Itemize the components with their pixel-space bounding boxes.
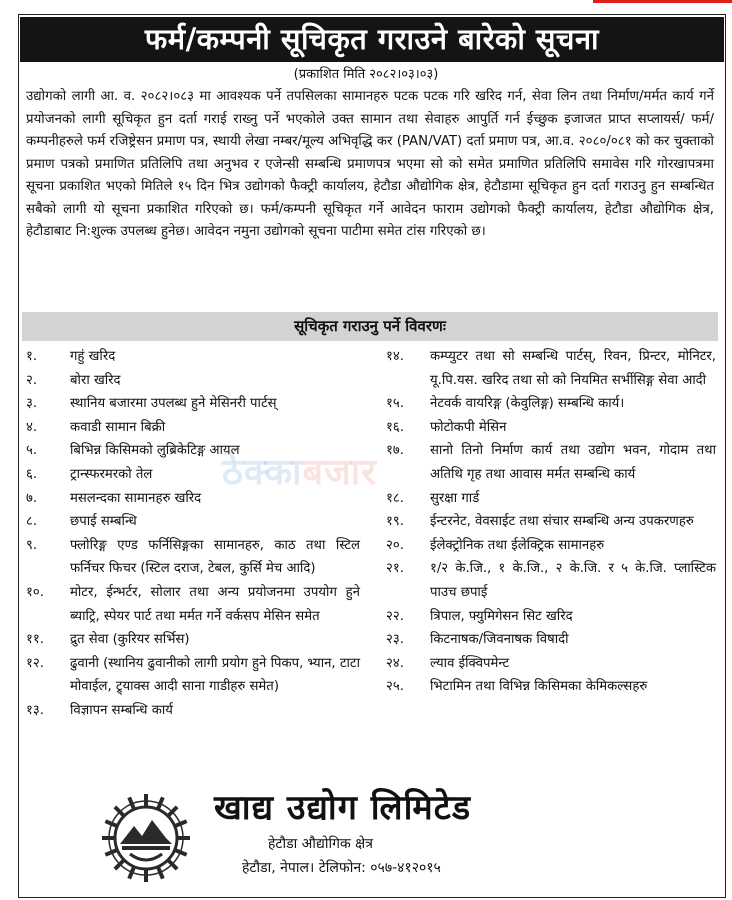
- notice-title: फर्म/कम्पनी सूचिकृत गराउने बारेको सूचना: [20, 17, 724, 62]
- item-number: २०.: [386, 537, 404, 553]
- list-item: [386, 675, 716, 699]
- item-text: किटनाषक/जिवनाषक विषादी: [430, 632, 569, 648]
- item-text: कवाडी सामान बिक्री: [70, 419, 166, 435]
- item-text: त्रिपाल, फ्युमिगेसन सिट खरिद: [430, 608, 573, 624]
- item-text: ट्रान्स्फरमरको तेल: [70, 466, 153, 482]
- item-text: ईन्टरनेट, वेवसाईट तथा संचार सम्बन्धि अन्य उपकरणहरु: [430, 514, 694, 530]
- item-text: बिभिन्न किसिमको लुब्रिकेटिङ्ग आयल: [70, 443, 240, 459]
- section-title: सूचिकृत गराउनु पर्ने विवरणः: [22, 312, 718, 341]
- item-number: ६.: [26, 466, 38, 482]
- list-item: [386, 392, 716, 416]
- watermark-part2: बजार: [302, 452, 377, 493]
- item-text: द्रुत सेवा (कुरियर सर्भिस): [70, 632, 190, 648]
- item-text: ईलेक्ट्रोनिक तथा ईलेक्ट्रिक सामानहरु: [430, 537, 605, 553]
- list-item: [26, 652, 360, 699]
- organization-contact: हेटौडा, नेपाल। टेलिफोन: ०५७-४१२०१५: [242, 860, 441, 876]
- item-number: १७.: [386, 443, 404, 459]
- list-item: [26, 369, 360, 393]
- item-text: भिटामिन तथा विभिन्न किसिमका केमिकल्सहरु: [430, 679, 648, 695]
- list-item: [26, 463, 360, 487]
- item-number: १८.: [386, 490, 404, 506]
- item-text: फोटोकपी मेसिन: [430, 419, 507, 435]
- list-item: [386, 557, 716, 604]
- organization-name: खाद्य उद्योग लिमिटेड: [214, 788, 472, 828]
- list-item: [26, 534, 360, 581]
- watermark-part1: ठेक्का: [222, 452, 303, 493]
- item-number: १२.: [26, 655, 44, 671]
- item-number: २.: [26, 372, 38, 388]
- item-number: ९.: [26, 537, 38, 553]
- list-item: [26, 510, 360, 534]
- item-number: २३.: [386, 632, 404, 648]
- item-number: १३.: [26, 702, 44, 718]
- list-item: [386, 628, 716, 652]
- item-text: सुरक्षा गार्ड: [430, 490, 480, 506]
- list-item: [386, 534, 716, 558]
- list-item: [26, 392, 360, 416]
- item-text: १/२ के.जि., १ के.जि., २ के.जि. र ५ के.जि. प्लास्टिक पाउच छपाई: [430, 561, 716, 600]
- company-logo-icon: [100, 792, 192, 884]
- list-item: [386, 416, 716, 440]
- list-item: [26, 439, 360, 463]
- item-text: कम्प्युटर तथा सो सम्बन्धि पार्टस्, रिवन, प्रिन्टर, मोनिटर, यू.पि.यस. खरिद तथा सो को नियमित सर्भीसिङ्ग सेवा आदी: [430, 349, 716, 388]
- item-number: २५.: [386, 679, 404, 695]
- item-text: गहुं खरिद: [70, 349, 116, 364]
- item-number: ११.: [26, 632, 44, 648]
- notice-body: उद्योगको लागी आ. व. २०८२।०८३ मा आवश्यक पर्ने तपसिलका सामानहरु पटक पटक गरि खरिद गर्न, सेवा लिन तथा निर्माण/मर्मत कार्य गर्ने प्रयोजनको लागी सूचिकृत हुन दर्ता गराई राख्नु पर्ने भएकोले उक्त सामान तथा सेवाहरु आपुर्ति गर्न ईच्छुक इजाजत प्राप्त सप्लायर्स/ फर्म/कम्पनीहरुले फर्म रजिष्ट्रेसन प्रमाण पत्र, स्थायी लेखा नम्बर/मूल्य अभिवृद्धि कर (PAN/VAT) दर्ता प्रमाण पत्र, आ.व. २०८०/०८१ को कर चुक्ताको प्रमाण पत्रको प्रमाणित प्रतिलिपि तथा अनुभव र एजेन्सी सम्बन्धि प्रमाणपत्र भएमा सो को समेत प्रमाणित प्रतिलिपि समावेस गरि गोरखापत्रमा सूचना प्रकाशित भएको मितिले १५ दिन भित्र उद्योगको फैक्ट्री कार्यालय, हेटौडा औद्योगिक क्षेत्र, हेटौडामा सूचिकृत हुन दर्ता गराउनु हुन सम्बन्धित सबैको लागी यो सूचना प्रकाशित गरिएको छ। फर्म/कम्पनी सूचिकृत गर्ने आवेदन फाराम उद्योगको फैक्ट्री कार्यालय, हेटौडा औद्योगिक क्षेत्र, हेटौडाबाट नि:शुल्क उपलब्ध हुनेछ। आवेदन नमुना उद्योगको सूचना पाटीमा समेत टांस गरिएको छ।: [26, 89, 714, 239]
- item-number: ७.: [26, 490, 38, 506]
- item-number: २४.: [386, 655, 404, 671]
- item-number: ३.: [26, 396, 38, 412]
- list-item: [386, 439, 716, 486]
- item-number: १९.: [386, 514, 404, 530]
- organization-address: हेटौडा औद्योगिक क्षेत्र: [268, 836, 373, 852]
- item-text: ल्याव ईक्विपमेन्ट: [430, 655, 510, 671]
- item-text: विज्ञापन सम्बन्धि कार्य: [70, 702, 173, 718]
- item-text: फ्लोरिङ्ग एण्ड फर्निसिङ्गका सामानहरु, काठ तथा स्टिल फर्निचर फिचर (स्टिल दराज, टेबल, कुर्सि मेच आदि): [70, 537, 360, 577]
- list-item: [26, 416, 360, 440]
- list-item: [26, 581, 360, 628]
- item-number: २१.: [386, 561, 404, 577]
- list-item: [386, 652, 716, 676]
- list-item: [26, 699, 360, 723]
- item-text: स्थानिय बजारमा उपलब्ध हुने मेसिनरी पार्टस्: [70, 396, 277, 412]
- list-item: [26, 628, 360, 652]
- item-text: मोटर, ईन्भर्टर, सोलार तथा अन्य प्रयोजनमा उपयोग हुने ब्याट्रि, स्पेयर पार्ट तथा मर्मत गर्ने वर्कसप मेसिन समेत: [70, 584, 360, 624]
- item-number: १४.: [386, 349, 404, 364]
- item-number: १६.: [386, 419, 404, 435]
- list-item: [26, 345, 360, 369]
- list-item: [386, 605, 716, 629]
- item-number: ५.: [26, 443, 38, 459]
- items-list-right: [386, 345, 716, 699]
- list-item: [386, 487, 716, 511]
- list-item: [26, 487, 360, 511]
- item-number: ४.: [26, 419, 38, 435]
- item-text: मसलन्दका सामानहरु खरिद: [70, 490, 202, 506]
- published-date: (प्रकाशित मिति २०८२।०३।०३): [293, 67, 439, 82]
- item-text: ढुवानी (स्थानिय ढुवानीको लागी प्रयोग हुने पिकप, भ्यान, टाटा मोवाईल, ट्र्याक्स आदी साना गाडीहरु समेत): [70, 655, 360, 695]
- item-number: १०.: [26, 584, 44, 600]
- item-text: सानो तिनो निर्माण कार्य तथा उद्योग भवन, गोदाम तथा अतिथि गृह तथा आवास मर्मत सम्बन्धि कार्य: [430, 443, 716, 482]
- items-list-left: [26, 345, 360, 723]
- item-number: २२.: [386, 608, 404, 624]
- item-number: १५.: [386, 396, 404, 412]
- list-item: [386, 345, 716, 392]
- item-text: छपाई सम्बन्धि: [70, 514, 137, 530]
- item-text: नेटवर्क वायरिङ्ग (केवुलिङ्ग) सम्बन्धि कार्य।: [430, 396, 625, 412]
- top-accent-bar: [593, 0, 732, 3]
- item-number: १.: [26, 349, 38, 364]
- item-text: बोरा खरिद: [70, 372, 121, 388]
- item-number: ८.: [26, 514, 38, 530]
- list-item: [386, 510, 716, 534]
